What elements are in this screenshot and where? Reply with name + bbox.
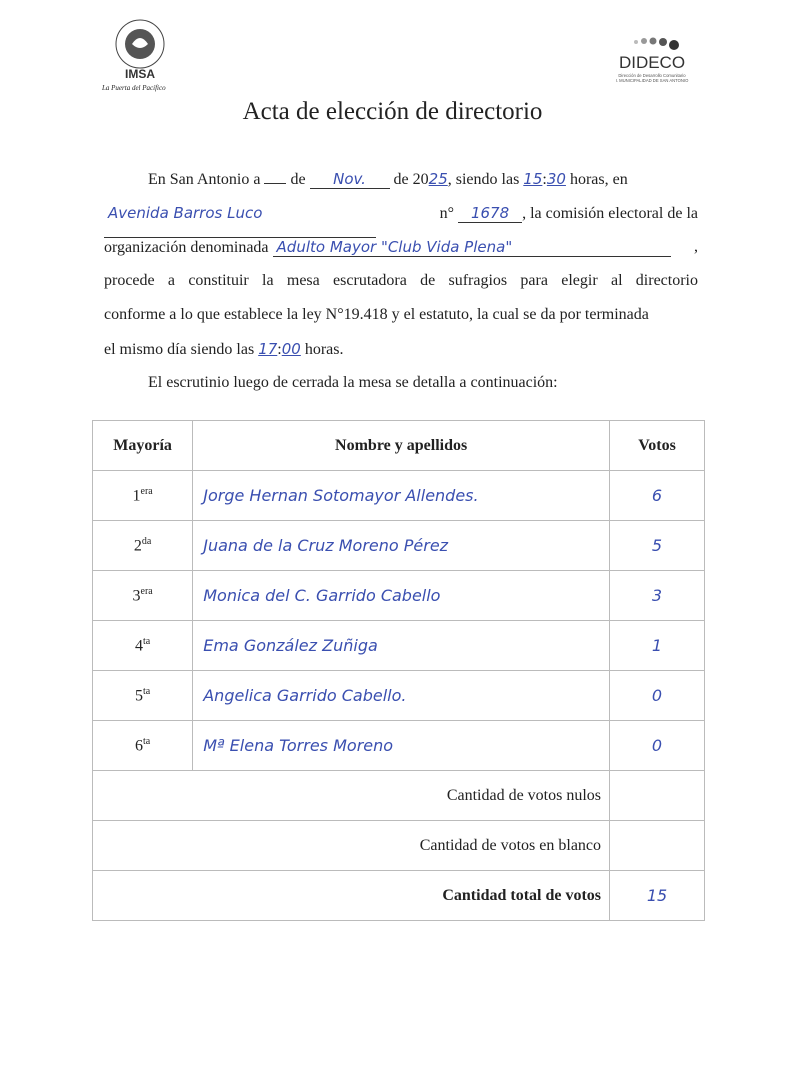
acta-text: el mismo día siendo las [104,341,255,358]
mayoria-num: 6 [135,737,143,755]
anio-field[interactable]: 25 [428,170,448,188]
mayoria-cell [93,521,193,571]
votos-cell[interactable]: 1 [610,621,705,671]
imsa-logo-icon [100,14,180,94]
escrutinio-table [92,420,705,921]
dia-field[interactable] [264,183,286,184]
nombre-cell[interactable]: Angelica Garrido Cabello. [193,671,610,721]
acta-text: de [290,171,306,188]
total-label: Cantidad total de votos [93,871,610,921]
min-fin-field[interactable]: 00 [281,340,301,358]
header-votos: Votos [610,421,705,471]
total-value[interactable]: 15 [610,871,705,921]
page-title: Acta de elección de directorio [242,98,543,125]
acta-text: n° [439,205,455,222]
imsa-wordmark: IMSA [125,67,155,81]
mayoria-sup: era [140,585,153,597]
dideco-sub: Dirección de Desarrollo Comunitario [618,73,686,78]
mayoria-num: 1 [132,487,141,505]
dideco-sub2: I. MUNICIPALIDAD DE SAN ANTONIO [615,78,689,83]
acta-text: de 20 [393,171,429,188]
votos-cell[interactable]: 6 [610,471,705,521]
blanco-value[interactable] [610,821,705,871]
votos-cell[interactable]: 5 [610,521,705,571]
acta-text: , siendo las [447,171,520,188]
blanco-label: Cantidad de votos en blanco [93,821,610,871]
blanco-row [93,821,705,871]
mayoria-sup: da [141,535,152,547]
acta-line-2 [104,204,698,238]
table-header-row [93,421,705,471]
acta-line-1: En San Antonio a de Nov. de 2025, siendo las 15:30 horas, en [148,170,628,188]
acta-line-3 [104,238,698,272]
numero-field[interactable]: 1678 [458,204,522,223]
mayoria-sup: ta [143,685,151,697]
table-row [93,721,705,771]
acta-line-5: conforme a lo que establece la ley N°19.418 y el estatuto, la cual se da por terminada [104,306,649,323]
mayoria-num: 3 [132,587,141,605]
acta-text: organización denominada [104,239,269,256]
votos-cell[interactable]: 3 [610,571,705,621]
nulos-row [93,771,705,821]
mayoria-cell [93,721,193,771]
nulos-value[interactable] [610,771,705,821]
nombre-cell[interactable]: Jorge Hernan Sotomayor Allendes. [193,471,610,521]
acta-text: horas, en [569,171,628,188]
nombre-cell[interactable]: Mª Elena Torres Moreno [193,721,610,771]
organizacion-field[interactable]: Adulto Mayor "Club Vida Plena" [273,238,671,257]
dideco-wordmark: DIDECO [618,53,686,72]
votos-cell[interactable]: 0 [610,721,705,771]
mayoria-num: 2 [133,537,142,555]
mayoria-num: 4 [135,637,143,655]
table-row [93,471,705,521]
mes-field[interactable]: Nov. [310,170,390,189]
mayoria-cell [93,621,193,671]
nombre-cell[interactable]: Ema González Zuñiga [193,621,610,671]
acta-line-6: el mismo día siendo las 17:00 horas. [104,340,344,358]
minuto-field[interactable]: 30 [546,170,566,188]
acta-text: , [694,238,698,255]
mayoria-sup: ta [143,635,151,647]
hora-fin-field[interactable]: 17 [258,340,278,358]
nombre-cell[interactable]: Monica del C. Garrido Cabello [193,571,610,621]
total-row [93,871,705,921]
imsa-tagline: La Puerta del Pacífico [102,84,166,92]
mayoria-sup: ta [143,735,151,747]
acta-line-4: procede a constituir la mesa escrutadora de sufragios para elegir al directorio [104,272,698,289]
acta-text: horas. [304,341,344,358]
nombre-cell[interactable]: Juana de la Cruz Moreno Pérez [193,521,610,571]
acta-text: En San Antonio a [148,171,261,188]
hora-field[interactable]: 15 [523,170,543,188]
direccion-field[interactable]: Avenida Barros Luco [104,204,376,238]
mayoria-num: 5 [135,687,143,705]
nulos-label: Cantidad de votos nulos [93,771,610,821]
acta-text: , la comisión electoral de la [522,205,698,222]
votos-cell[interactable]: 0 [610,671,705,721]
dideco-logo-icon [612,36,692,90]
mayoria-sup: era [140,485,153,497]
table-row [93,571,705,621]
header-mayoria: Mayoría [93,421,193,471]
table-row [93,521,705,571]
mayoria-cell [93,671,193,721]
header-nombre: Nombre y apellidos [193,421,610,471]
mayoria-cell [93,571,193,621]
acta-line-7: El escrutinio luego de cerrada la mesa se detalla a continuación: [148,374,558,391]
table-row [93,621,705,671]
mayoria-cell [93,471,193,521]
table-row [93,671,705,721]
